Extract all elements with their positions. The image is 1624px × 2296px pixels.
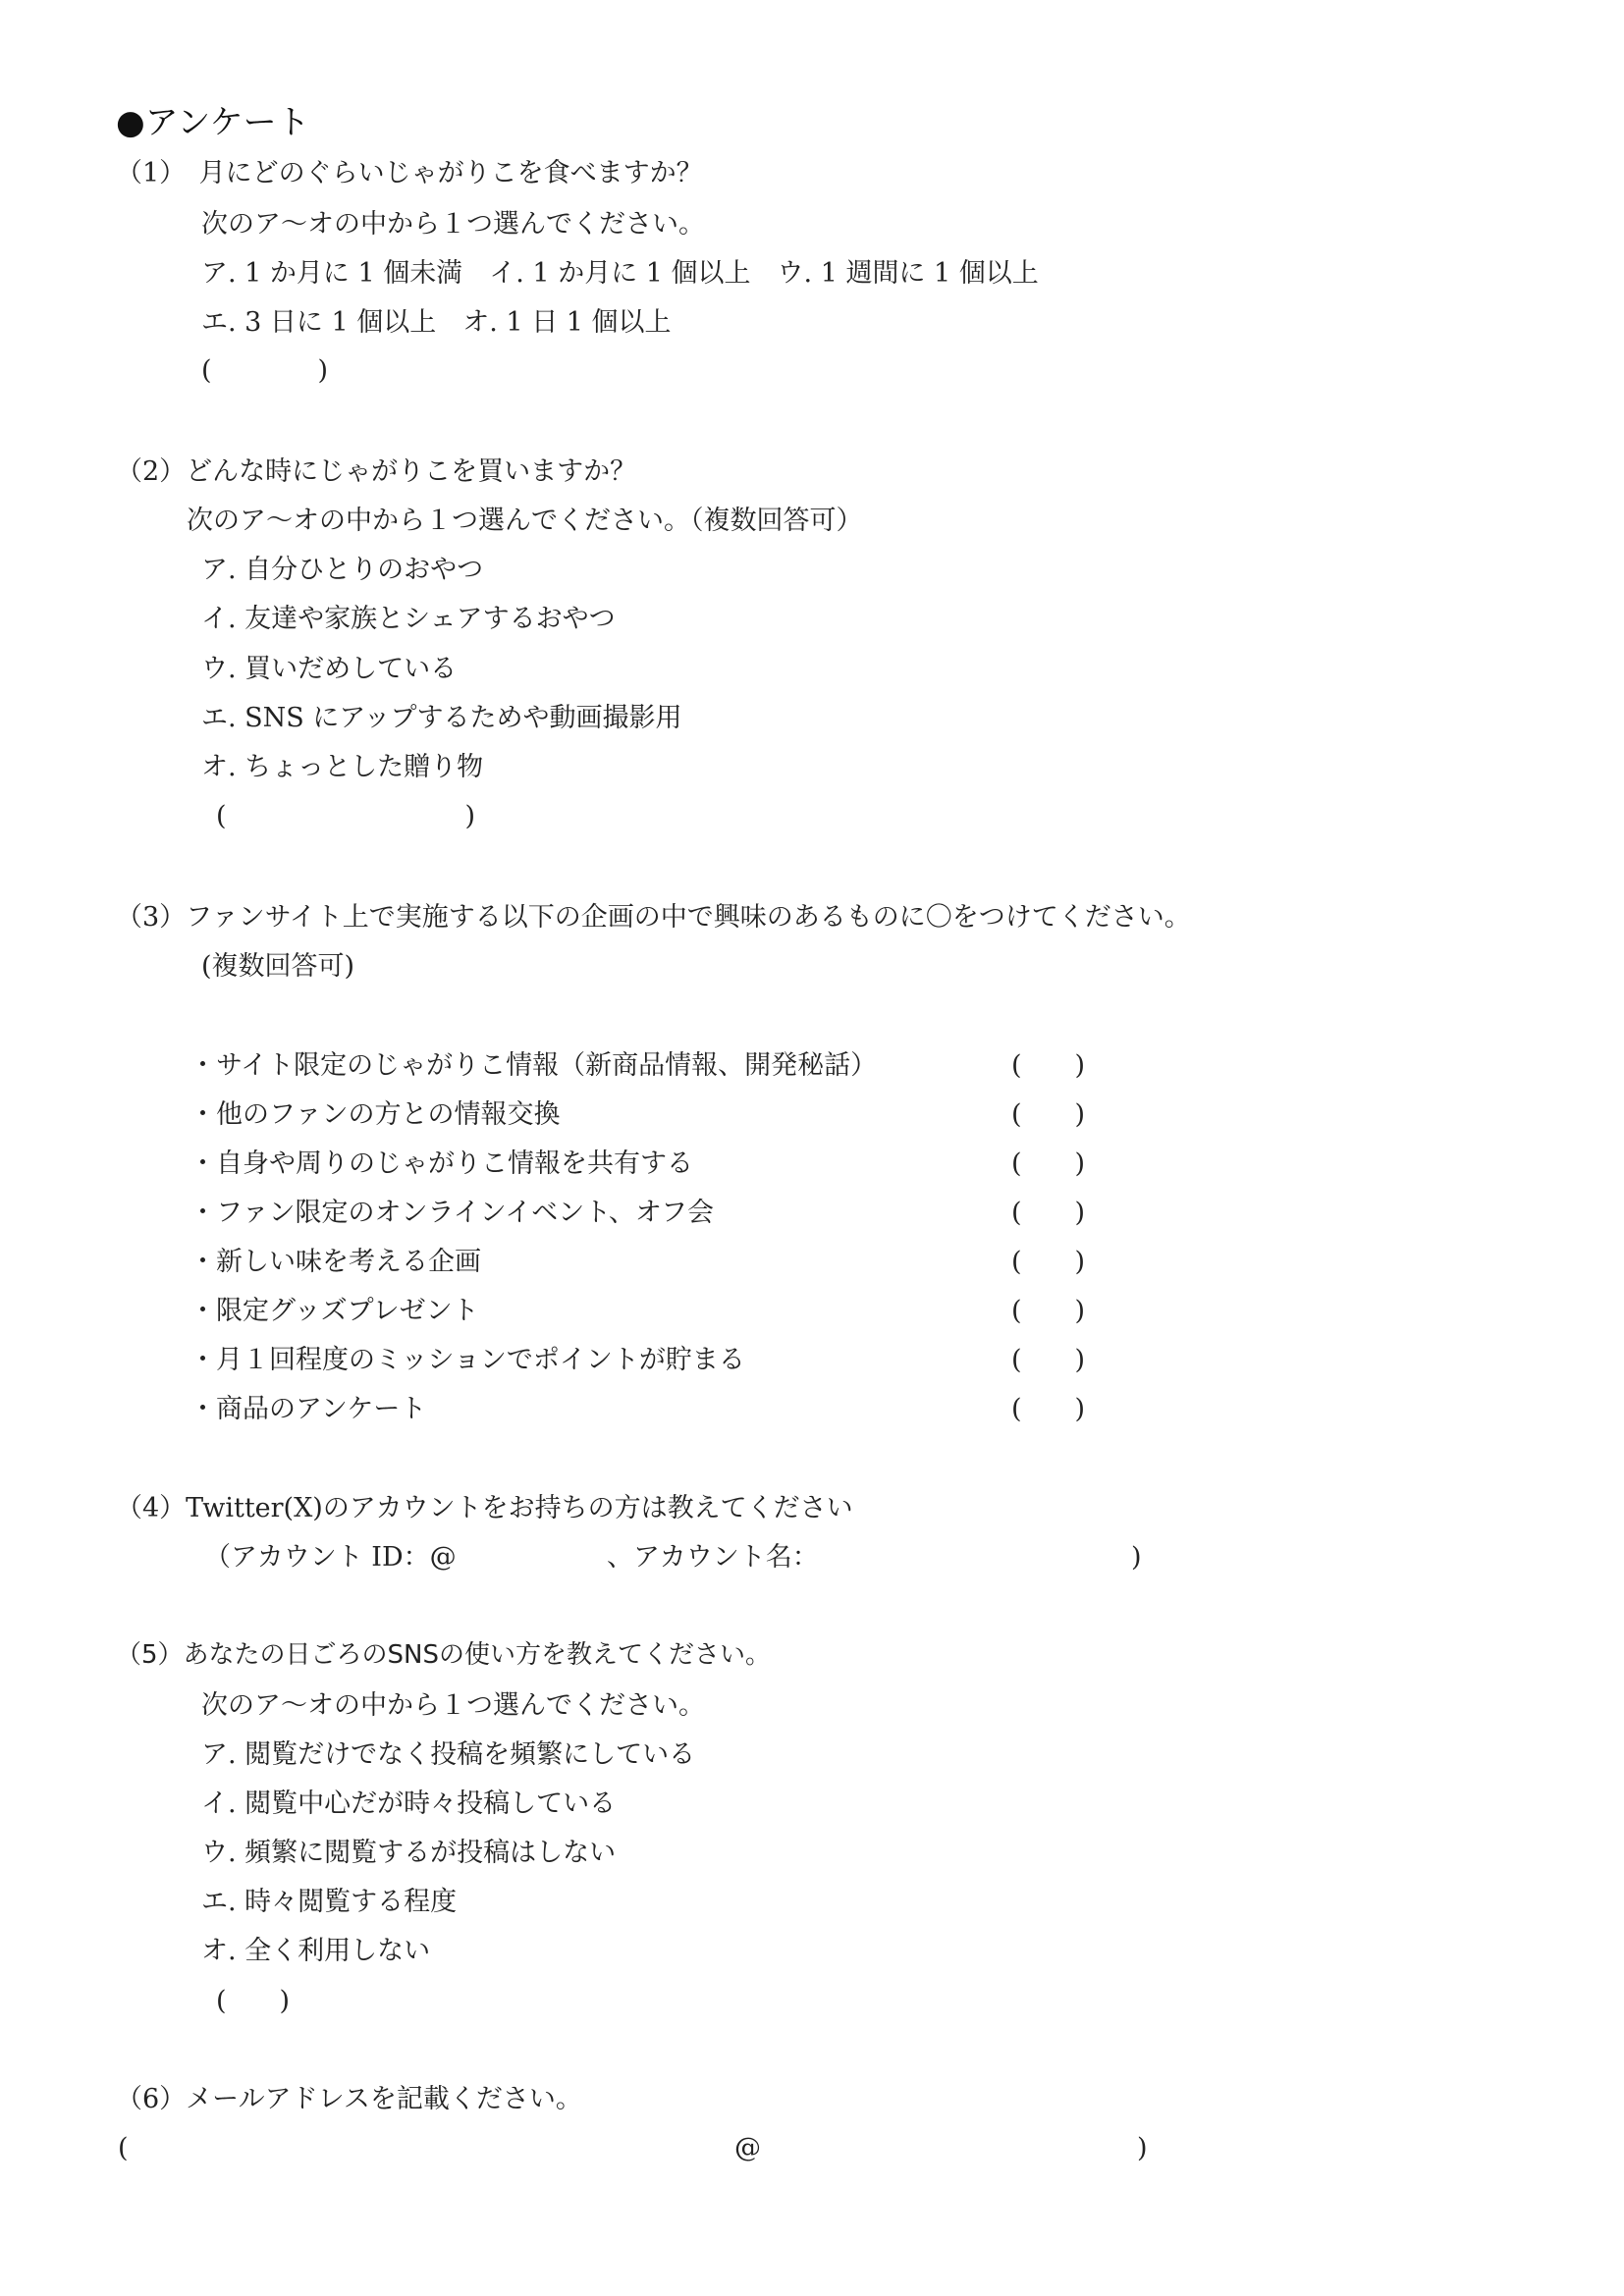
q1-options-line2: エ. 3 日に 1 個以上 オ. 1 日 1 個以上 bbox=[201, 307, 672, 338]
q2-heading: （2）どんな時にじゃがりこを買いますか？ bbox=[116, 456, 637, 487]
q2-option: エ. SNS にアップするためや動画撮影用 bbox=[201, 703, 682, 733]
q1-answer-field[interactable]: ( ) bbox=[201, 355, 329, 386]
q4-account-name-label: 、アカウント名： bbox=[607, 1542, 819, 1573]
q3-item-answer-box[interactable]: ( ) bbox=[1011, 1198, 1086, 1228]
q5-answer-field[interactable]: ( ) bbox=[216, 1986, 291, 2016]
q5-heading: （5）あなたの日ごろのSNSの使い方を教えてください。 bbox=[116, 1640, 771, 1670]
q2-answer-field[interactable]: ( ) bbox=[216, 801, 476, 831]
q1-instruction: 次のア～オの中から１つ選んでください。 bbox=[201, 209, 705, 240]
q5-option: オ. 全く利用しない bbox=[201, 1936, 431, 1966]
q5-option: ア. 閲覧だけでなく投稿を頻繁にしている bbox=[201, 1739, 696, 1770]
q2-option: ア. 自分ひとりのおやつ bbox=[201, 555, 484, 585]
q6-at-mark: @ bbox=[734, 2133, 761, 2163]
q3-item: ・新しい味を考える企画 bbox=[189, 1247, 481, 1277]
q3-item: ・他のファンの方との情報交換 bbox=[189, 1099, 561, 1130]
q3-item-answer-box[interactable]: ( ) bbox=[1011, 1148, 1086, 1179]
q4-heading: （4）Twitter(X)のアカウントをお持ちの方は教えてください bbox=[116, 1493, 853, 1523]
q3-heading: （3）ファンサイト上で実施する以下の企画の中で興味のあるものに〇をつけてください。 bbox=[116, 902, 1191, 933]
q6-close-paren: ) bbox=[1137, 2133, 1148, 2163]
q3-note: (複数回答可) bbox=[201, 951, 355, 982]
q2-instruction: 次のア～オの中から１つ選んでください。（複数回答可） bbox=[187, 506, 863, 536]
q3-item-answer-box[interactable]: ( ) bbox=[1011, 1247, 1086, 1277]
q6-open-paren[interactable]: ( bbox=[118, 2133, 129, 2163]
q3-item-answer-box[interactable]: ( ) bbox=[1011, 1050, 1086, 1081]
q5-option: ウ. 頻繁に閲覧するが投稿はしない bbox=[201, 1838, 617, 1868]
q5-option: イ. 閲覧中心だが時々投稿している bbox=[201, 1789, 617, 1819]
q3-item: ・月１回程度のミッションでポイントが貯まる bbox=[189, 1345, 745, 1375]
q3-item-answer-box[interactable]: ( ) bbox=[1011, 1345, 1086, 1375]
q3-item-answer-box[interactable]: ( ) bbox=[1011, 1394, 1086, 1424]
q5-option: エ. 時々閲覧する程度 bbox=[201, 1887, 458, 1917]
q6-heading: （6）メールアドレスを記載ください。 bbox=[116, 2084, 582, 2114]
q3-item: ・自身や周りのじゃがりこ情報を共有する bbox=[189, 1148, 693, 1179]
q4-close-paren: ) bbox=[1131, 1542, 1142, 1573]
q2-option: オ. ちょっとした贈り物 bbox=[201, 752, 484, 782]
q2-option: イ. 友達や家族とシェアするおやつ bbox=[201, 604, 616, 634]
page-title: ●アンケート bbox=[116, 103, 310, 142]
q1-options-line1: ア. 1 か月に 1 個未満 イ. 1 か月に 1 個以上 ウ. 1 週間に 1 個以上 bbox=[201, 258, 1039, 289]
q3-item-answer-box[interactable]: ( ) bbox=[1011, 1296, 1086, 1326]
q3-item: ・限定グッズプレゼント bbox=[189, 1296, 479, 1326]
q2-option: ウ. 買いだめしている bbox=[201, 654, 458, 684]
q3-item: ・ファン限定のオンラインイベント、オフ会 bbox=[189, 1198, 715, 1228]
q5-instruction: 次のア～オの中から１つ選んでください。 bbox=[201, 1690, 705, 1721]
q1-heading: （1） 月にどのぐらいじゃがりこを食べますか？ bbox=[116, 158, 703, 188]
q4-account-id-label: （アカウント ID：@ bbox=[204, 1542, 457, 1573]
q3-item: ・サイト限定のじゃがりこ情報（新商品情報、開発秘話） bbox=[189, 1050, 878, 1081]
q3-item-answer-box[interactable]: ( ) bbox=[1011, 1099, 1086, 1130]
q3-item: ・商品のアンケート bbox=[189, 1394, 427, 1424]
